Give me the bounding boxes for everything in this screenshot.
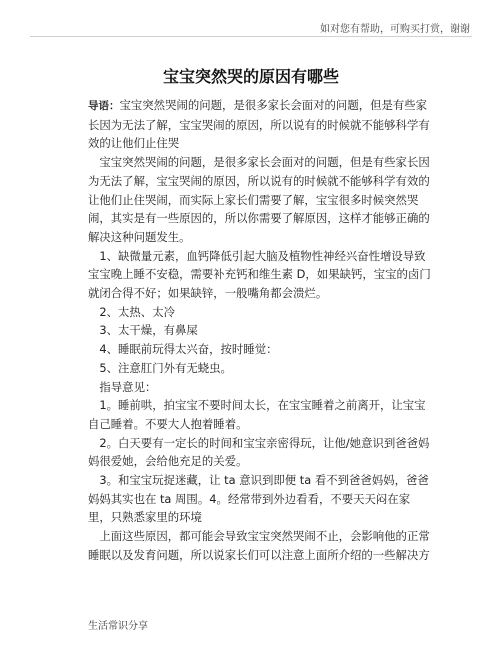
paragraph-cause-2: 2、太热、太冷 [88, 304, 175, 319]
footer-text: 生活常识分享 [88, 621, 148, 632]
paragraph-guidance-1: 1。睡前哄，拍宝宝不要时间太长，在宝宝睡着之前离开，让宝宝自己睡着。不要大人抱着睡着。 [88, 398, 426, 431]
article-body [88, 96, 432, 565]
paragraph-cause-5: 5、注意肛门外有无蛲虫。 [88, 360, 232, 375]
paragraph-conclusion: 上面这些原因，都可能会导致宝宝突然哭闹不止，会影响他的正常睡眠以及发育问题，所以说家长们可以注意上面所介绍的一些解决方 [88, 529, 430, 562]
header-divider [30, 36, 472, 37]
paragraph-intro-body: 宝宝突然哭闹的问题，是很多家长会面对的问题，但是有些家长因为无法了解，宝宝哭闹的原因，所以说有的时候就不能够科学有效的让他们止住哭闹，而实际上家长们需要了解，宝宝很多时候突然哭闹，其实是有一些原因的，所以你需要了解原因，这样才能够正确的解决这种问题发生。 [88, 155, 430, 244]
guidance-heading: 指导意见： [88, 379, 157, 394]
paragraph-guidance-2: 2。白天要有一定长的时间和宝宝亲密得玩，让他/她意识到爸爸妈妈很爱她，会给他充足的关爱。 [88, 435, 430, 469]
page-title: 宝宝突然哭的原因有哪些 [162, 67, 339, 86]
paragraph-cause-1: 1、缺微量元素，血钙降低引起大脑及植物性神经兴奋性增设导致宝宝晚上睡不安稳，需要补充钙和维生素 D，如果缺钙，宝宝的卤门就闭合得不好；如果缺锌，一般嘴角都会溃烂。 [88, 248, 431, 301]
intro-paragraph [88, 96, 432, 153]
paragraph-guidance-3: 3。和宝宝玩捉迷藏，让 ta 意识到即便 ta 看不到爸爸妈妈，爸爸妈妈其实也在 ta 周围。4。经常带到外边看看，不要天天闷在家里，只熟悉家里的环境 [88, 473, 429, 525]
header-note: 如对您有帮助，可购买打赏，谢谢 [320, 24, 470, 35]
paragraph-cause-4: 4、睡眠前玩得太兴奋，按时睡觉： [88, 342, 278, 357]
intro-label: 导语： [88, 100, 120, 112]
paragraph-cause-3: 3、太干燥，有鼻屎 [88, 323, 198, 338]
intro-text: 宝宝突然哭闹的问题，是很多家长会面对的问题，但是有些家长因为无法了解，宝宝哭闹的原因，所以说有的时候就不能够科学有效的让他们止住哭 [88, 98, 430, 151]
